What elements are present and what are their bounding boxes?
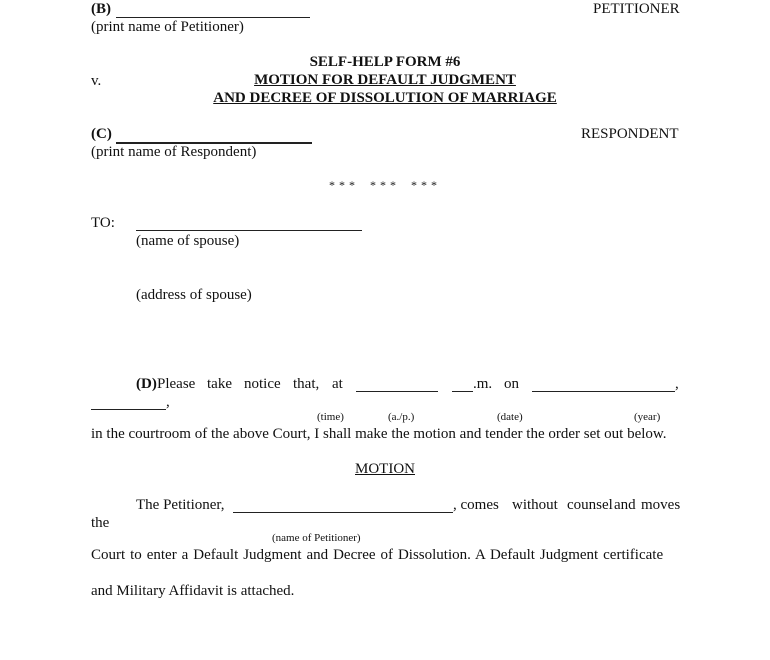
notice-comma-2: , [166, 394, 170, 410]
year-field[interactable] [91, 409, 166, 410]
section-separator: *** *** *** [329, 178, 441, 192]
motion-petitioner-name-field[interactable] [233, 512, 453, 513]
am-pm-caption: (a./p.) [388, 411, 415, 423]
respondent-caption: (print name of Respondent) [91, 144, 257, 160]
petitioner-caption: (print name of Petitioner) [91, 19, 244, 35]
petitioner-marker: (B) [91, 1, 111, 17]
time-field[interactable] [356, 391, 438, 392]
motion-petitioner-caption: (name of Petitioner) [272, 532, 361, 544]
notice-word: Please [157, 376, 196, 392]
motion-line-3: and Military Affidavit is attached. [91, 583, 295, 599]
motion-word-the: the [91, 515, 110, 531]
form-title-line3: AND DECREE OF DISSOLUTION OF MARRIAGE [213, 90, 557, 106]
motion-text-start: The Petitioner, [136, 497, 225, 513]
year-caption: (year) [634, 411, 661, 423]
motion-word: , comes [453, 497, 499, 513]
notice-word: at [332, 376, 343, 392]
notice-comma: , [675, 376, 679, 392]
motion-word: without [512, 497, 558, 513]
petitioner-name-field[interactable] [116, 17, 310, 18]
motion-word: moves [641, 497, 681, 513]
motion-word: and [614, 497, 636, 513]
spouse-name-field[interactable] [136, 230, 362, 231]
date-field[interactable] [532, 391, 675, 392]
motion-word: counsel [567, 497, 613, 513]
notice-m-suffix: .m. [473, 376, 493, 392]
notice-word: take [207, 376, 232, 392]
date-caption: (date) [497, 411, 523, 423]
petitioner-role-label: PETITIONER [593, 1, 680, 17]
to-label: TO: [91, 215, 115, 231]
am-pm-field[interactable] [452, 391, 473, 392]
motion-heading: MOTION [355, 461, 415, 477]
notice-word: notice [244, 376, 281, 392]
spouse-address-caption: (address of spouse) [136, 287, 252, 303]
form-title-line2: MOTION FOR DEFAULT JUDGMENT [254, 72, 516, 88]
form-title-line1: SELF-HELP FORM #6 [309, 54, 461, 70]
notice-marker: (D) [136, 376, 157, 392]
time-caption: (time) [317, 411, 344, 423]
notice-on: on [504, 376, 519, 392]
notice-line-2: in the courtroom of the above Court, I shall make the motion and tender the order set out below. [91, 426, 667, 442]
versus-label: v. [91, 73, 102, 89]
notice-word: that, [293, 376, 320, 392]
spouse-name-caption: (name of spouse) [136, 233, 240, 249]
respondent-role-label: RESPONDENT [581, 126, 679, 142]
motion-line-2: Court to enter a Default Judgment and Decree of Dissolution. A Default Judgment certificate [91, 547, 664, 563]
respondent-marker: (C) [91, 126, 112, 142]
